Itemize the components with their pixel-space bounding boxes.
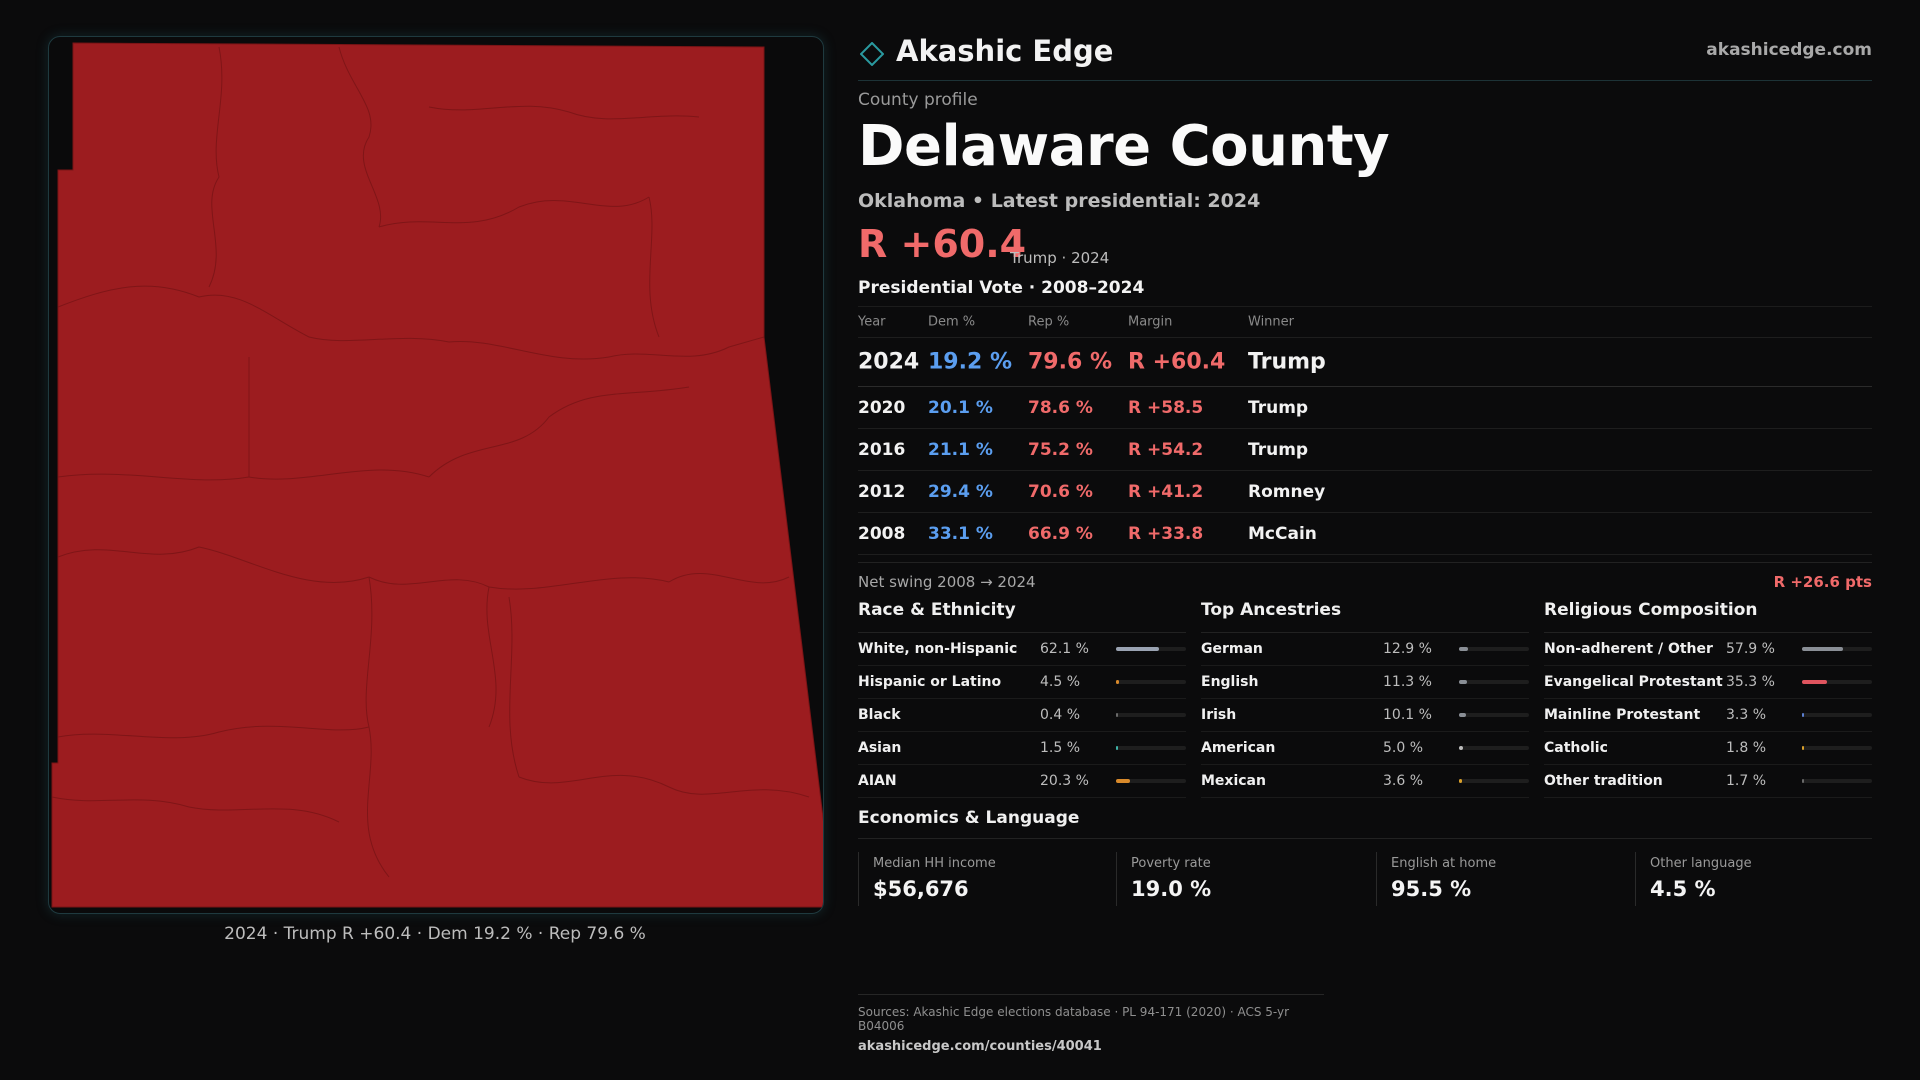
county-map[interactable]: [48, 36, 824, 914]
list-item: [858, 633, 1186, 666]
item-value: 12.9 %: [1383, 641, 1432, 657]
item-value: 0.4 %: [1040, 707, 1081, 723]
item-label: Irish: [1201, 707, 1237, 723]
item-value: 1.5 %: [1040, 740, 1081, 756]
row-margin: R +58.5: [1128, 397, 1204, 418]
progress-bar: [1459, 746, 1529, 750]
race-panel: [858, 600, 1186, 798]
net-swing-value: R +26.6 pts: [1773, 573, 1872, 591]
race-panel-title: Race & Ethnicity: [858, 600, 1186, 633]
progress-bar: [1459, 713, 1529, 717]
row-year: 2020: [858, 397, 906, 418]
row-winner: Trump: [1248, 397, 1309, 418]
economics-title: Economics & Language: [858, 808, 1872, 839]
progress-fill: [1459, 713, 1466, 717]
table-row: [858, 338, 1872, 387]
row-year: 2024: [858, 349, 920, 375]
progress-fill: [1802, 746, 1804, 750]
footer-sources: Sources: Akashic Edge elections database · PL 94-171 (2020) · ACS 5-yr B04006: [858, 1005, 1290, 1033]
list-item: [1544, 633, 1872, 666]
list-item: [1201, 666, 1529, 699]
progress-fill: [1802, 779, 1804, 783]
list-item: [858, 765, 1186, 798]
column-header-winner: Winner: [1248, 314, 1295, 330]
progress-fill: [1459, 746, 1463, 750]
page-subtitle: Oklahoma • Latest presidential: 2024: [858, 190, 1261, 212]
item-label: American: [1201, 740, 1276, 756]
column-header-margin: Margin: [1128, 314, 1173, 330]
progress-fill: [1116, 746, 1118, 750]
county-map-svg: [49, 37, 823, 913]
net-swing: [858, 562, 1872, 599]
county-shape: [52, 43, 823, 907]
footer-link[interactable]: akashicedge.com/counties/40041: [858, 1039, 1102, 1054]
list-item: [1544, 732, 1872, 765]
econ-card-other-language: [1635, 852, 1872, 906]
progress-bar: [1116, 779, 1186, 783]
list-item: [858, 699, 1186, 732]
row-margin: R +41.2: [1128, 481, 1204, 502]
row-dem-share: 19.2 %: [928, 349, 1012, 375]
progress-bar: [1116, 680, 1186, 684]
progress-bar: [1802, 746, 1872, 750]
row-winner: Trump: [1248, 439, 1309, 460]
econ-card-income: [858, 852, 1113, 906]
row-margin: R +33.8: [1128, 523, 1204, 544]
row-winner: McCain: [1248, 523, 1317, 544]
progress-bar: [1459, 779, 1529, 783]
econ-label: Other language: [1650, 856, 1752, 871]
page-title: Delaware County: [858, 114, 1390, 179]
item-label: Other tradition: [1544, 773, 1663, 789]
list-item: [1544, 765, 1872, 798]
headline-margin-note: Trump · 2024: [1010, 249, 1110, 267]
item-label: German: [1201, 641, 1263, 657]
item-value: 1.8 %: [1726, 740, 1767, 756]
progress-bar: [1459, 680, 1529, 684]
item-label: AIAN: [858, 773, 897, 789]
progress-fill: [1459, 680, 1467, 684]
column-header-dem: Dem %: [928, 314, 976, 330]
item-label: Non-adherent / Other: [1544, 641, 1713, 657]
table-row: [858, 387, 1872, 429]
progress-fill: [1459, 647, 1468, 651]
column-header-year: Year: [858, 314, 886, 330]
progress-bar: [1116, 713, 1186, 717]
item-label: Black: [858, 707, 901, 723]
item-value: 5.0 %: [1383, 740, 1424, 756]
religion-panel-title: Religious Composition: [1544, 600, 1872, 633]
progress-fill: [1802, 713, 1804, 717]
row-dem-share: 29.4 %: [928, 481, 993, 502]
vote-table-heading: Presidential Vote · 2008–2024: [858, 278, 1145, 298]
row-winner: Trump: [1248, 349, 1326, 375]
brand-url-link[interactable]: akashicedge.com: [1706, 40, 1872, 60]
item-label: Catholic: [1544, 740, 1608, 756]
progress-fill: [1802, 647, 1843, 651]
progress-bar: [1116, 647, 1186, 651]
list-item: [1544, 666, 1872, 699]
item-label: English: [1201, 674, 1259, 690]
item-value: 57.9 %: [1726, 641, 1775, 657]
progress-bar: [1116, 746, 1186, 750]
row-margin: R +54.2: [1128, 439, 1204, 460]
item-label: Asian: [858, 740, 902, 756]
list-item: [858, 732, 1186, 765]
column-header-rep: Rep %: [1028, 314, 1070, 330]
econ-card-english: [1376, 852, 1631, 906]
list-item: [1201, 765, 1529, 798]
item-label: White, non-Hispanic: [858, 641, 1018, 657]
econ-label: Median HH income: [873, 856, 996, 871]
item-label: Mexican: [1201, 773, 1266, 789]
brand-name: Akashic Edge: [896, 34, 1114, 68]
list-item: [1201, 699, 1529, 732]
religion-panel: [1544, 600, 1872, 798]
row-rep-share: 66.9 %: [1028, 523, 1093, 544]
progress-bar: [1802, 713, 1872, 717]
progress-fill: [1116, 779, 1130, 783]
econ-label: Poverty rate: [1131, 856, 1211, 871]
progress-fill: [1116, 680, 1119, 684]
footer: [858, 994, 1324, 1054]
page-kicker: County profile: [858, 90, 978, 110]
table-row: [858, 513, 1872, 555]
item-value: 3.3 %: [1726, 707, 1767, 723]
vote-table: [858, 306, 1872, 555]
progress-fill: [1116, 713, 1118, 717]
progress-fill: [1459, 779, 1462, 783]
progress-bar: [1802, 680, 1872, 684]
econ-card-poverty: [1116, 852, 1371, 906]
row-dem-share: 20.1 %: [928, 397, 993, 418]
ancestry-panel: [1201, 600, 1529, 798]
item-value: 1.7 %: [1726, 773, 1767, 789]
progress-bar: [1459, 647, 1529, 651]
row-rep-share: 70.6 %: [1028, 481, 1093, 502]
brand-header: [858, 30, 1872, 81]
net-swing-label: Net swing 2008 → 2024: [858, 573, 1036, 591]
row-year: 2008: [858, 523, 906, 544]
row-dem-share: 33.1 %: [928, 523, 993, 544]
vote-table-header: [858, 307, 1872, 338]
row-dem-share: 21.1 %: [928, 439, 993, 460]
row-winner: Romney: [1248, 481, 1326, 502]
econ-value: 19.0 %: [1131, 877, 1212, 901]
ancestry-panel-title: Top Ancestries: [1201, 600, 1529, 633]
table-row: [858, 429, 1872, 471]
item-value: 3.6 %: [1383, 773, 1424, 789]
progress-bar: [1802, 779, 1872, 783]
item-value: 62.1 %: [1040, 641, 1089, 657]
headline-margin: R +60.4: [858, 222, 1027, 266]
map-caption: 2024 · Trump R +60.4 · Dem 19.2 % · Rep 79.6 %: [224, 924, 646, 944]
row-year: 2012: [858, 481, 906, 502]
econ-value: 95.5 %: [1391, 877, 1472, 901]
row-margin: R +60.4: [1128, 349, 1226, 375]
econ-label: English at home: [1391, 856, 1497, 871]
progress-bar: [1802, 647, 1872, 651]
row-rep-share: 75.2 %: [1028, 439, 1093, 460]
progress-fill: [1802, 680, 1827, 684]
item-value: 11.3 %: [1383, 674, 1432, 690]
list-item: [1544, 699, 1872, 732]
list-item: [858, 666, 1186, 699]
progress-fill: [1116, 647, 1159, 651]
econ-value: 4.5 %: [1650, 877, 1716, 901]
diamond-icon: [860, 42, 884, 66]
list-item: [1201, 633, 1529, 666]
row-rep-share: 78.6 %: [1028, 397, 1093, 418]
item-value: 20.3 %: [1040, 773, 1089, 789]
item-label: Hispanic or Latino: [858, 674, 1002, 690]
table-row: [858, 471, 1872, 513]
list-item: [1201, 732, 1529, 765]
item-label: Evangelical Protestant: [1544, 674, 1723, 690]
item-value: 10.1 %: [1383, 707, 1432, 723]
item-label: Mainline Protestant: [1544, 707, 1701, 723]
item-value: 4.5 %: [1040, 674, 1081, 690]
item-value: 35.3 %: [1726, 674, 1775, 690]
econ-value: $56,676: [873, 877, 969, 901]
row-rep-share: 79.6 %: [1028, 349, 1112, 375]
row-year: 2016: [858, 439, 906, 460]
